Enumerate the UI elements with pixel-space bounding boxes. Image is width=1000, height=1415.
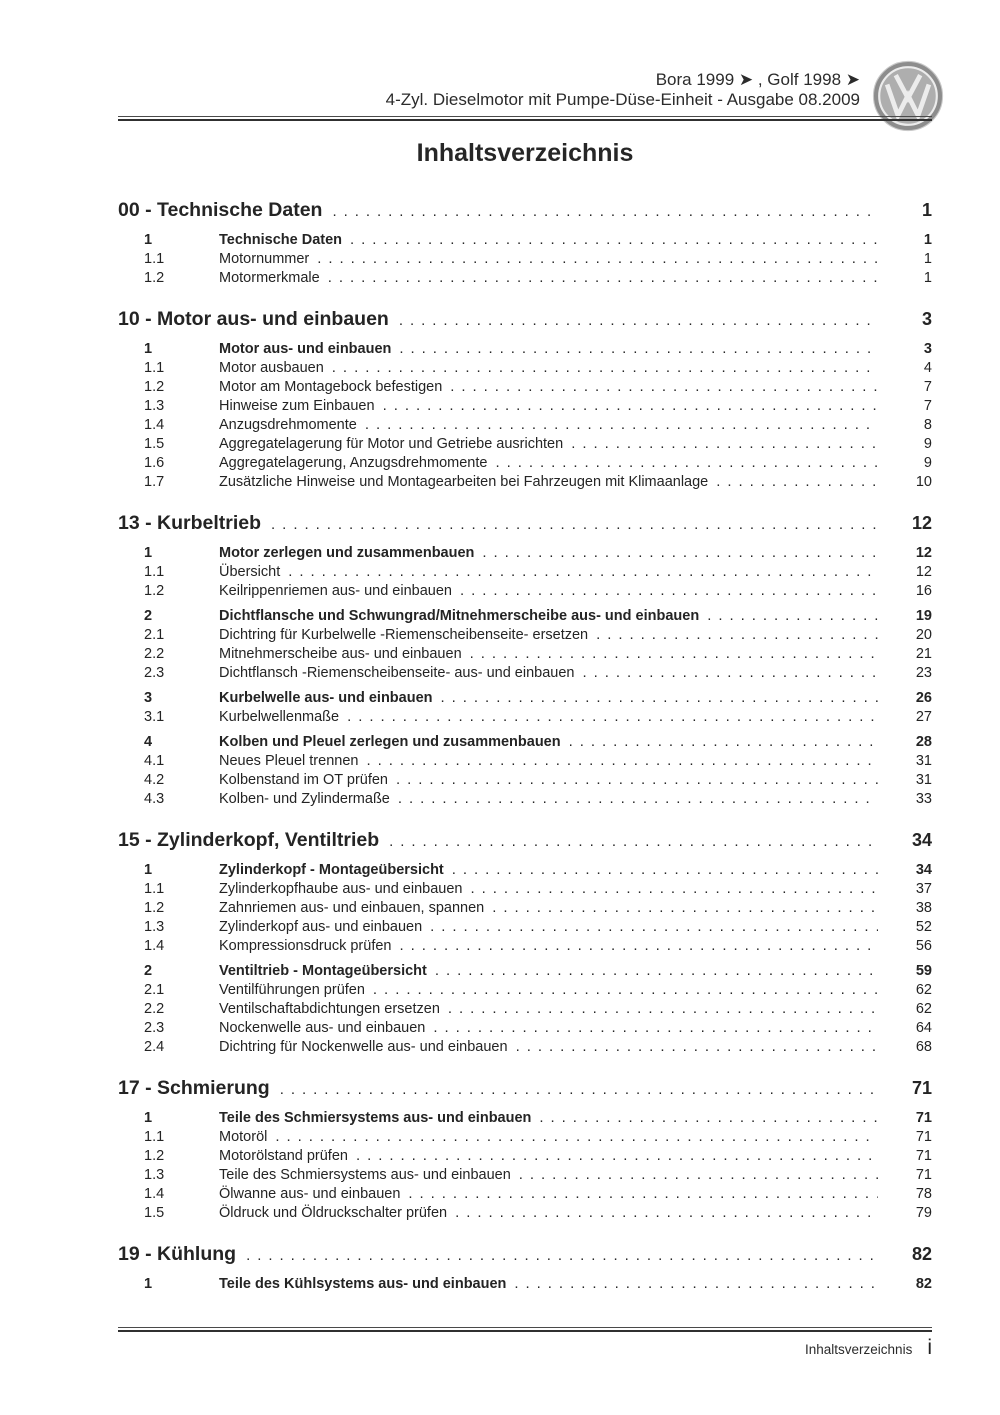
chapter-heading-row xyxy=(118,828,932,854)
dot-leader xyxy=(716,472,878,492)
dot-leader xyxy=(470,644,878,664)
entry-title: Kurbelwellenmaße xyxy=(219,709,340,725)
entry-title: Aggregatelagerung für Motor und Getriebe ausrichten xyxy=(219,436,564,452)
entry-page-number: 71 xyxy=(915,1110,932,1126)
entry-title: Zylinderkopfhaube aus- und einbauen xyxy=(219,881,463,897)
entry-title: Dichtflansche und Schwungrad/Mitnehmerscheibe aus- und einbauen xyxy=(219,608,700,624)
entry-page-number: 71 xyxy=(915,1148,932,1164)
chapter-page-number: 82 xyxy=(911,1244,932,1264)
entry-number: 1.2 xyxy=(144,379,165,395)
dot-leader xyxy=(365,415,878,435)
dot-leader xyxy=(460,581,878,601)
toc-entry-sub xyxy=(118,268,932,287)
dot-leader xyxy=(448,999,878,1019)
footer-rule xyxy=(118,1327,932,1332)
entry-page-number: 79 xyxy=(915,1205,932,1221)
entry-page-number: 1 xyxy=(923,251,932,267)
page-footer xyxy=(805,1336,932,1360)
chapter-label: 10 - Motor aus- und einbauen xyxy=(118,308,389,330)
page-title: Inhaltsverzeichnis xyxy=(416,139,634,167)
entry-title: Übersicht xyxy=(219,564,281,580)
entry-page-number: 23 xyxy=(915,665,932,681)
entry-page-number: 68 xyxy=(915,1039,932,1055)
entry-page-number: 7 xyxy=(923,379,932,395)
entry-title: Zylinderkopf aus- und einbauen xyxy=(219,919,423,935)
entry-title: Motoröl xyxy=(219,1129,268,1145)
entry-number: 1.1 xyxy=(144,1129,165,1145)
toc-entry-sub xyxy=(118,999,932,1018)
entry-number: 1.4 xyxy=(144,1186,165,1202)
entry-page-number: 1 xyxy=(923,232,932,248)
entry-title: Neues Pleuel trennen xyxy=(219,753,359,769)
toc-entry-sub xyxy=(118,249,932,268)
toc-entry-sub xyxy=(118,453,932,472)
entry-number: 2.3 xyxy=(144,665,165,681)
dot-leader xyxy=(246,1242,878,1268)
entry-number: 1 xyxy=(144,545,153,561)
entry-page-number: 10 xyxy=(915,474,932,490)
dot-leader xyxy=(350,230,878,250)
toc-entry-sub xyxy=(118,396,932,415)
toc-entry-sub xyxy=(118,707,932,726)
toc-entry-group xyxy=(118,688,932,707)
dot-leader xyxy=(516,1037,878,1057)
dot-leader xyxy=(332,358,878,378)
entry-page-number: 12 xyxy=(915,545,932,561)
entry-page-number: 59 xyxy=(915,963,932,979)
toc-entry-group xyxy=(118,860,932,879)
toc-entry-group xyxy=(118,961,932,980)
toc-entry-sub xyxy=(118,434,932,453)
entry-title: Ventiltrieb - Montageübersicht xyxy=(219,963,427,979)
entry-page-number: 62 xyxy=(915,1001,932,1017)
entry-page-number: 31 xyxy=(915,753,932,769)
dot-leader xyxy=(470,879,878,899)
entry-page-number: 71 xyxy=(915,1167,932,1183)
toc-entry-sub xyxy=(118,1146,932,1165)
entry-page-number: 34 xyxy=(915,862,932,878)
chapter-page-number: 71 xyxy=(911,1078,932,1098)
toc-entry-sub xyxy=(118,562,932,581)
entry-title: Ventilführungen prüfen xyxy=(219,982,365,998)
dot-leader xyxy=(455,1203,878,1223)
entry-page-number: 19 xyxy=(915,608,932,624)
entry-title: Aggregatelagerung, Anzugsdrehmomente xyxy=(219,455,488,471)
dot-leader xyxy=(383,396,878,416)
dot-leader xyxy=(408,1184,878,1204)
entry-number: 1.1 xyxy=(144,881,165,897)
toc-entry-sub xyxy=(118,980,932,999)
dot-leader xyxy=(450,377,878,397)
entry-title: Dichtflansch -Riemenscheibenseite- aus- und einbauen xyxy=(219,665,575,681)
dot-leader xyxy=(569,732,878,752)
chapter-page-number: 1 xyxy=(921,200,932,220)
page-header xyxy=(386,70,860,110)
toc-entry-sub xyxy=(118,1127,932,1146)
dot-leader xyxy=(399,307,878,333)
header-rule xyxy=(118,116,932,121)
toc-entry-sub xyxy=(118,1037,932,1056)
entry-page-number: 7 xyxy=(923,398,932,414)
entry-number: 1 xyxy=(144,341,153,357)
dot-leader xyxy=(373,980,878,1000)
toc-entry-sub xyxy=(118,751,932,770)
toc-entry-sub xyxy=(118,472,932,491)
entry-number: 1.4 xyxy=(144,938,165,954)
dot-leader xyxy=(275,1127,878,1147)
entry-title: Motor ausbauen xyxy=(219,360,324,376)
entry-title: Motor aus- und einbauen xyxy=(219,341,392,357)
entry-number: 2.1 xyxy=(144,982,165,998)
entry-title: Kolben- und Zylindermaße xyxy=(219,791,390,807)
entry-title: Zahnriemen aus- und einbauen, spannen xyxy=(219,900,485,916)
entry-page-number: 9 xyxy=(923,455,932,471)
toc-entry-sub xyxy=(118,415,932,434)
toc-chapter xyxy=(118,307,932,491)
toc-entry-sub xyxy=(118,936,932,955)
toc-entry-sub xyxy=(118,1165,932,1184)
dot-leader xyxy=(582,663,878,683)
entry-page-number: 31 xyxy=(915,772,932,788)
entry-page-number: 26 xyxy=(915,690,932,706)
entry-number: 3 xyxy=(144,690,153,706)
entry-page-number: 1 xyxy=(923,270,932,286)
dot-leader xyxy=(356,1146,878,1166)
toc-entry-group xyxy=(118,1108,932,1127)
chapter-heading-row xyxy=(118,1076,932,1102)
entry-title: Motorölstand prüfen xyxy=(219,1148,348,1164)
entry-page-number: 62 xyxy=(915,982,932,998)
toc-entry-group xyxy=(118,339,932,358)
entry-page-number: 37 xyxy=(915,881,932,897)
entry-number: 2.4 xyxy=(144,1039,165,1055)
entry-title: Technische Daten xyxy=(219,232,343,248)
toc-entry-sub xyxy=(118,879,932,898)
dot-leader xyxy=(452,860,878,880)
toc-entry-group xyxy=(118,230,932,249)
entry-number: 1.1 xyxy=(144,360,165,376)
toc-entry-group xyxy=(118,606,932,625)
entry-title: Kolbenstand im OT prüfen xyxy=(219,772,388,788)
toc-entry-sub xyxy=(118,377,932,396)
chapter-label: 17 - Schmierung xyxy=(118,1077,270,1099)
entry-title: Teile des Schmiersystems aus- und einbauen xyxy=(219,1110,532,1126)
toc-chapter xyxy=(118,511,932,808)
dot-leader xyxy=(398,789,878,809)
entry-number: 1 xyxy=(144,1110,153,1126)
entry-number: 1 xyxy=(144,862,153,878)
dot-leader xyxy=(399,936,878,956)
entry-number: 3.1 xyxy=(144,709,165,725)
entry-page-number: 38 xyxy=(915,900,932,916)
dot-leader xyxy=(328,268,878,288)
footer-page-number: i xyxy=(927,1336,932,1359)
toc-chapter xyxy=(118,198,932,287)
chapter-heading-row xyxy=(118,511,932,537)
dot-leader xyxy=(396,770,878,790)
entry-page-number: 71 xyxy=(915,1129,932,1145)
entry-page-number: 8 xyxy=(923,417,932,433)
dot-leader xyxy=(317,249,878,269)
entry-number: 4.3 xyxy=(144,791,165,807)
entry-page-number: 82 xyxy=(915,1276,932,1292)
dot-leader xyxy=(332,198,878,224)
entry-number: 4.1 xyxy=(144,753,165,769)
entry-title: Hinweise zum Einbauen xyxy=(219,398,375,414)
dot-leader xyxy=(539,1108,878,1128)
toc-entry-group xyxy=(118,543,932,562)
dot-leader xyxy=(492,898,878,918)
toc-entry-sub xyxy=(118,1203,932,1222)
entry-number: 1.1 xyxy=(144,564,165,580)
entry-number: 1.2 xyxy=(144,1148,165,1164)
entry-number: 1.5 xyxy=(144,1205,165,1221)
entry-title: Anzugsdrehmomente xyxy=(219,417,357,433)
entry-number: 1.3 xyxy=(144,1167,165,1183)
entry-title: Zylinderkopf - Montageübersicht xyxy=(219,862,444,878)
chapter-label: 13 - Kurbeltrieb xyxy=(118,512,262,534)
dot-leader xyxy=(280,1076,878,1102)
toc-chapter xyxy=(118,828,932,1056)
toc xyxy=(118,198,932,1293)
toc-page xyxy=(118,138,932,1293)
chapter-heading-row xyxy=(118,1242,932,1268)
toc-entry-group xyxy=(118,732,932,751)
entry-page-number: 9 xyxy=(923,436,932,452)
chapter-page-number: 3 xyxy=(921,309,932,329)
dot-leader xyxy=(399,339,878,359)
entry-title: Teile des Kühlsystems aus- und einbauen xyxy=(219,1276,507,1292)
chapter-label: 15 - Zylinderkopf, Ventiltrieb xyxy=(118,829,380,851)
chapter-label: 19 - Kühlung xyxy=(118,1243,237,1265)
entry-title: Ventilschaftabdichtungen ersetzen xyxy=(219,1001,440,1017)
entry-number: 1 xyxy=(144,1276,153,1292)
dot-leader xyxy=(495,453,878,473)
toc-entry-sub xyxy=(118,663,932,682)
entry-title: Teile des Schmiersystems aus- und einbauen xyxy=(219,1167,511,1183)
header-models-line: Bora 1999 ➤ , Golf 1998 ➤ xyxy=(655,70,860,89)
entry-number: 1.4 xyxy=(144,417,165,433)
entry-title: Keilrippenriemen aus- und einbauen xyxy=(219,583,452,599)
entry-title: Motornummer xyxy=(219,251,310,267)
entry-title: Mitnehmerscheibe aus- und einbauen xyxy=(219,646,462,662)
chapter-label: 00 - Technische Daten xyxy=(118,199,323,221)
entry-page-number: 28 xyxy=(915,734,932,750)
entry-number: 2.2 xyxy=(144,646,165,662)
dot-leader xyxy=(288,562,878,582)
entry-title: Dichtring für Kurbelwelle -Riemenscheibenseite- ersetzen xyxy=(219,627,589,643)
entry-number: 1.6 xyxy=(144,455,165,471)
entry-number: 2 xyxy=(144,963,153,979)
entry-title: Dichtring für Nockenwelle aus- und einbauen xyxy=(219,1039,508,1055)
entry-number: 2.2 xyxy=(144,1001,165,1017)
toc-entry-sub xyxy=(118,770,932,789)
entry-title: Ölwanne aus- und einbauen xyxy=(219,1186,401,1202)
entry-title: Nockenwelle aus- und einbauen xyxy=(219,1020,426,1036)
entry-title: Kurbelwelle aus- und einbauen xyxy=(219,690,433,706)
entry-number: 1.1 xyxy=(144,251,165,267)
dot-leader xyxy=(347,707,878,727)
entry-number: 2.3 xyxy=(144,1020,165,1036)
toc-chapter xyxy=(118,1076,932,1222)
entry-page-number: 4 xyxy=(923,360,932,376)
entry-number: 1.7 xyxy=(144,474,165,490)
entry-title: Kolben und Pleuel zerlegen und zusammenbauen xyxy=(219,734,561,750)
footer-label: Inhaltsverzeichnis xyxy=(805,1342,913,1357)
toc-entry-sub xyxy=(118,581,932,600)
dot-leader xyxy=(441,688,878,708)
toc-entry-group xyxy=(118,1274,932,1293)
dot-leader xyxy=(433,1018,878,1038)
toc-entry-sub xyxy=(118,789,932,808)
entry-page-number: 78 xyxy=(915,1186,932,1202)
toc-entry-sub xyxy=(118,625,932,644)
dot-leader xyxy=(435,961,878,981)
toc-chapter xyxy=(118,1242,932,1293)
vw-logo-icon xyxy=(872,60,944,132)
entry-title: Motor am Montagebock befestigen xyxy=(219,379,443,395)
entry-number: 4.2 xyxy=(144,772,165,788)
entry-number: 1.2 xyxy=(144,583,165,599)
entry-page-number: 16 xyxy=(915,583,932,599)
chapter-heading-row xyxy=(118,198,932,224)
dot-leader xyxy=(514,1274,878,1294)
entry-title: Kompressionsdruck prüfen xyxy=(219,938,392,954)
entry-page-number: 21 xyxy=(915,646,932,662)
header-manual-line: 4-Zyl. Dieselmotor mit Pumpe-Düse-Einheit - Ausgabe 08.2009 xyxy=(385,90,860,109)
dot-leader xyxy=(482,543,878,563)
entry-number: 2 xyxy=(144,608,153,624)
toc-entry-sub xyxy=(118,358,932,377)
dot-leader xyxy=(571,434,878,454)
entry-number: 2.1 xyxy=(144,627,165,643)
entry-title: Motor zerlegen und zusammenbauen xyxy=(219,545,475,561)
chapter-heading-row xyxy=(118,307,932,333)
entry-page-number: 12 xyxy=(915,564,932,580)
chapter-page-number: 34 xyxy=(911,830,932,850)
entry-title: Öldruck und Öldruckschalter prüfen xyxy=(219,1205,448,1221)
entry-page-number: 27 xyxy=(915,709,932,725)
entry-page-number: 20 xyxy=(915,627,932,643)
dot-leader xyxy=(430,917,878,937)
toc-entry-sub xyxy=(118,898,932,917)
entry-page-number: 56 xyxy=(915,938,932,954)
dot-leader xyxy=(596,625,878,645)
chapter-page-number: 12 xyxy=(911,513,932,533)
entry-number: 1.3 xyxy=(144,398,165,414)
entry-number: 1 xyxy=(144,232,153,248)
entry-number: 1.2 xyxy=(144,270,165,286)
dot-leader xyxy=(366,751,878,771)
entry-number: 4 xyxy=(144,734,153,750)
entry-number: 1.3 xyxy=(144,919,165,935)
entry-page-number: 3 xyxy=(923,341,932,357)
toc-entry-sub xyxy=(118,917,932,936)
entry-title: Motormerkmale xyxy=(219,270,320,286)
entry-number: 1.2 xyxy=(144,900,165,916)
dot-leader xyxy=(271,511,878,537)
entry-number: 1.5 xyxy=(144,436,165,452)
entry-page-number: 33 xyxy=(915,791,932,807)
entry-page-number: 52 xyxy=(915,919,932,935)
toc-entry-sub xyxy=(118,1018,932,1037)
dot-leader xyxy=(389,828,878,854)
toc-entry-sub xyxy=(118,1184,932,1203)
dot-leader xyxy=(519,1165,878,1185)
entry-title: Zusätzliche Hinweise und Montagearbeiten bei Fahrzeugen mit Klimaanlage xyxy=(219,474,709,490)
entry-page-number: 64 xyxy=(915,1020,932,1036)
toc-entry-sub xyxy=(118,644,932,663)
dot-leader xyxy=(707,606,878,626)
